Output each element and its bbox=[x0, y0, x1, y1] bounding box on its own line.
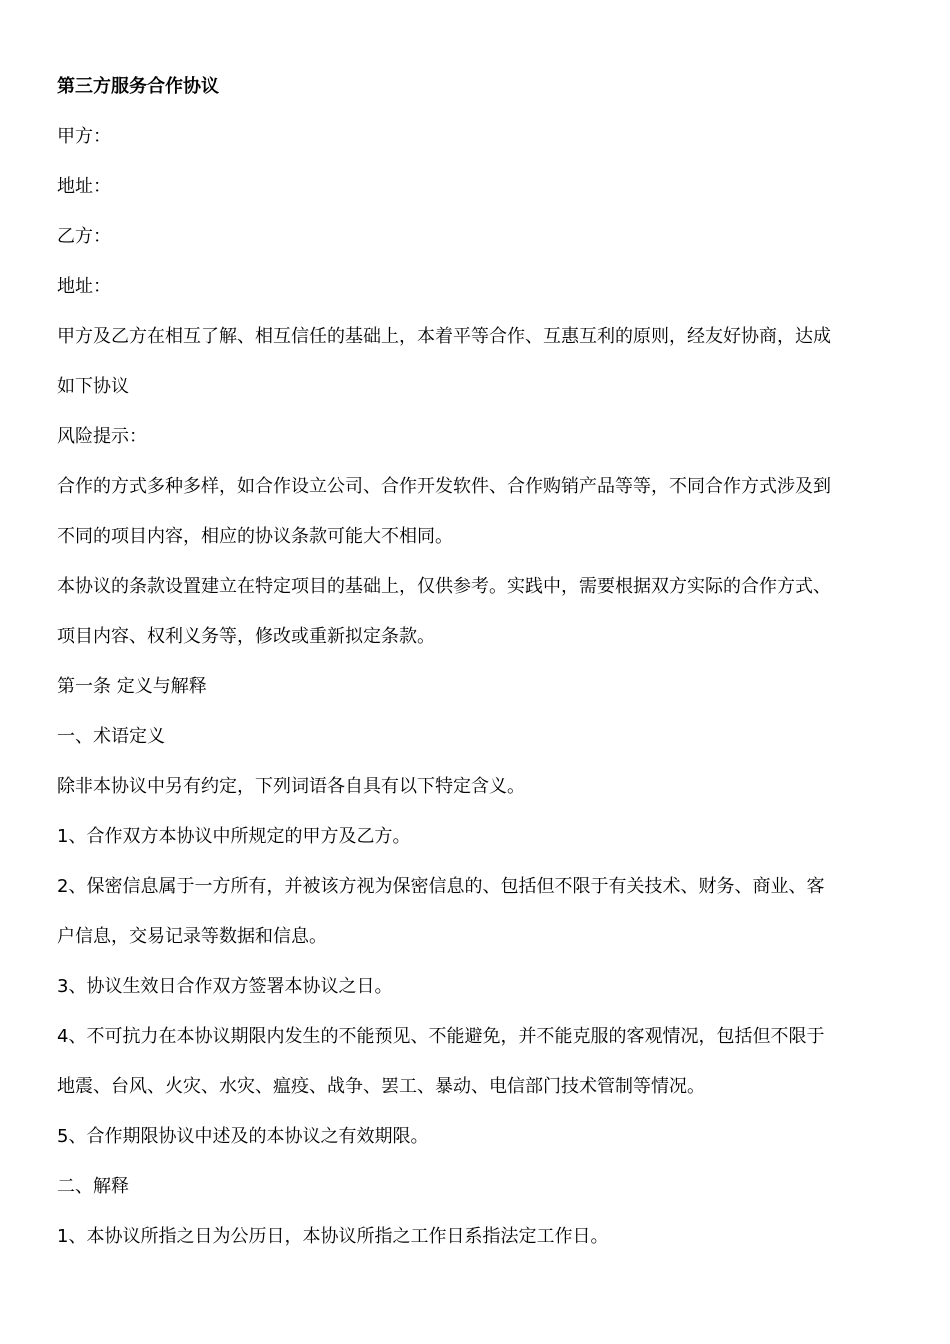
risk-paragraph-2-line-1: 本协议的条款设置建立在特定项目的基础上，仅供参考。实践中，需要根据双方实际的合作方式、 bbox=[57, 576, 831, 597]
document-title: 第三方服务合作协议 bbox=[57, 76, 219, 97]
party-a-label: 甲方： bbox=[57, 126, 111, 147]
term-3: 3、协议生效日合作双方签署本协议之日。 bbox=[57, 976, 393, 997]
preamble-line-1: 甲方及乙方在相互了解、相互信任的基础上，本着平等合作、互惠互利的原则，经友好协商，达成 bbox=[57, 326, 831, 347]
interpretation-1: 1、本协议所指之日为公历日，本协议所指之工作日系指法定工作日。 bbox=[57, 1226, 609, 1247]
risk-paragraph-2-line-2: 项目内容、权利义务等，修改或重新拟定条款。 bbox=[57, 626, 435, 647]
term-5: 5、合作期限协议中述及的本协议之有效期限。 bbox=[57, 1126, 429, 1147]
term-4-line-1: 4、不可抗力在本协议期限内发生的不能预见、不能避免，并不能克服的客观情况，包括但不限于 bbox=[57, 1026, 825, 1047]
section-1-heading: 一、术语定义 bbox=[57, 726, 165, 747]
party-b-address-label: 地址： bbox=[57, 276, 111, 297]
document-page bbox=[57, 62, 893, 1262]
article-1-heading: 第一条 定义与解释 bbox=[57, 676, 207, 697]
risk-paragraph-1-line-1: 合作的方式多种多样，如合作设立公司、合作开发软件、合作购销产品等等，不同合作方式涉及到 bbox=[57, 476, 831, 497]
term-4-line-2: 地震、台风、火灾、水灾、瘟疫、战争、罢工、暴动、电信部门技术管制等情况。 bbox=[57, 1076, 705, 1097]
preamble-line-2: 如下协议 bbox=[57, 376, 129, 397]
term-2-line-2: 户信息，交易记录等数据和信息。 bbox=[57, 926, 327, 947]
risk-paragraph-1-line-2: 不同的项目内容，相应的协议条款可能大不相同。 bbox=[57, 526, 453, 547]
term-2-line-1: 2、保密信息属于一方所有，并被该方视为保密信息的、包括但不限于有关技术、财务、商业、客 bbox=[57, 876, 825, 897]
term-1: 1、合作双方本协议中所规定的甲方及乙方。 bbox=[57, 826, 411, 847]
party-b-label: 乙方： bbox=[57, 226, 111, 247]
section-1-intro: 除非本协议中另有约定，下列词语各自具有以下特定含义。 bbox=[57, 776, 525, 797]
party-a-address-label: 地址： bbox=[57, 176, 111, 197]
section-2-heading: 二、解释 bbox=[57, 1176, 129, 1197]
risk-heading: 风险提示： bbox=[57, 426, 147, 447]
